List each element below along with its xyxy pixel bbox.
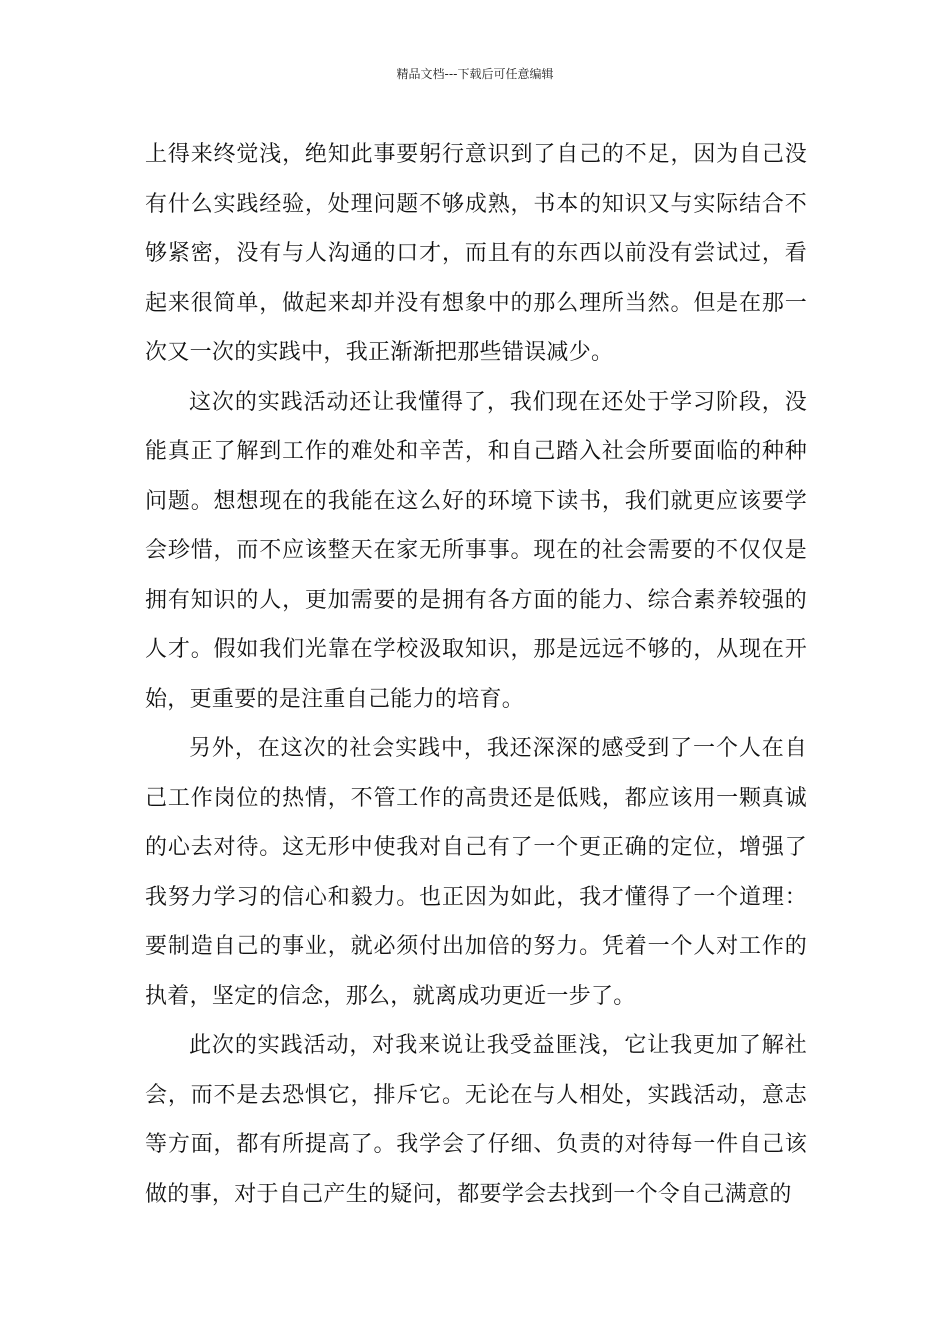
paragraph: 这次的实践活动还让我懂得了，我们现在还处于学习阶段，没能真正了解到工作的难处和辛苦，和自己踏入社会所要面临的种种问题。想想现在的我能在这么好的环境下读书，我们就更应该要学会珍惜，而不应该整天在家无所事事。现在的社会需要的不仅仅是拥有知识的人，更加需要的是拥有各方面的能力、综合素养较强的人才。假如我们光靠在学校汲取知识，那是远远不够的，从现在开始，更重要的是注重自己能力的培育。 [145, 389, 807, 712]
paragraph: 此次的实践活动，对我来说让我受益匪浅，它让我更加了解社会，而不是去恐惧它，排斥它。无论在与人相处，实践活动，意志等方面，都有所提高了。我学会了仔细、负责的对待每一件自己该做的事，对于自己产生的疑问，都要学会去找到一个令自己满意的 [145, 1033, 807, 1207]
page-header: 精品文档---下载后可任意编辑 [396, 67, 554, 81]
document-body [145, 130, 807, 1219]
paragraph: 另外，在这次的社会实践中，我还深深的感受到了一个人在自己工作岗位的热情，不管工作的高贵还是低贱，都应该用一颗真诚的心去对待。这无形中使我对自己有了一个更正确的定位，增强了我努力学习的信心和毅力。也正因为如此，我才懂得了一个道理：要制造自己的事业，就必须付出加倍的努力。凭着一个人对工作的执着，坚定的信念，那么，就离成功更近一步了。 [145, 736, 807, 1009]
paragraph-continuation: 上得来终觉浅，绝知此事要躬行意识到了自己的不足，因为自己没有什么实践经验，处理问题不够成熟，书本的知识又与实际结合不够紧密，没有与人沟通的口才，而且有的东西以前没有尝试过，看起来很简单，做起来却并没有想象中的那么理所当然。但是在那一次又一次的实践中，我正渐渐把那些错误减少。 [145, 142, 807, 365]
